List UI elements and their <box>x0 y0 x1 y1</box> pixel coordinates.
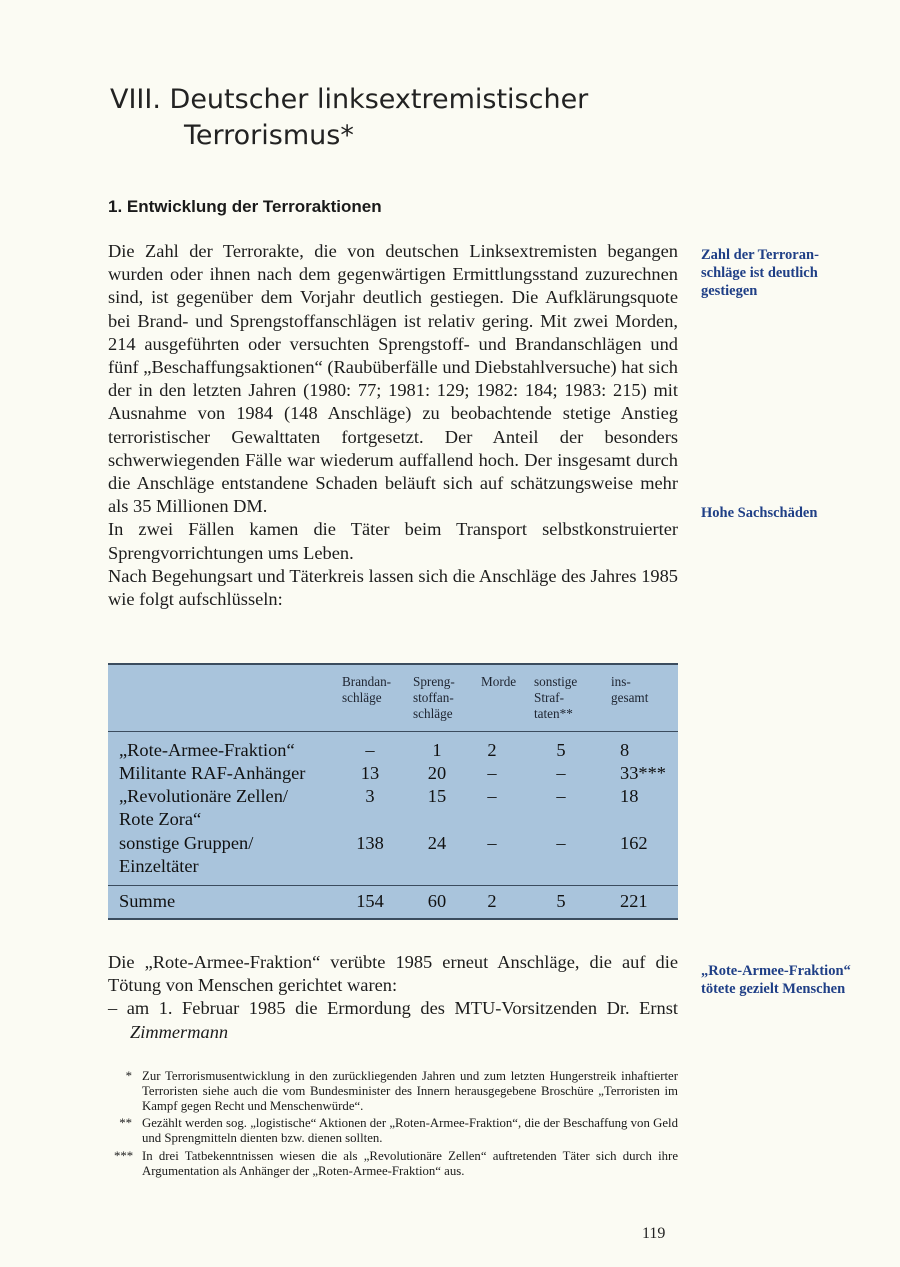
closing-paragraph: Die „Rote-Armee-Fraktion“ verübte 1985 erneut Anschläge, die auf die Tötung von Menschen gerichtet waren: <box>108 952 678 996</box>
footnote-2: ** Gezählt werden sog. „logistische“ Aktionen der „Roten-Armee-Fraktion“, die der Beschaffung von Geld und Sprengmitteln dienten bzw. dienen sollten. <box>119 1116 678 1146</box>
cell-raf-spreng: 1 <box>432 740 442 760</box>
cell-rz-sonstige: – <box>556 786 566 806</box>
cell-rz-morde: – <box>487 786 497 806</box>
cell-summe-gesamt: 221 <box>620 891 648 911</box>
header-brandanschlaege: Brandan- schläge <box>342 674 392 705</box>
cell-rz-brand: 3 <box>365 786 375 806</box>
table-bottom-rule <box>108 918 678 920</box>
closing-list-item: – am 1. Februar 1985 die Ermordung des MTU-Vorsitzenden Dr. Ernst Zimmermann <box>108 998 678 1042</box>
table-top-rule <box>108 663 678 665</box>
row-label-sonstige-gruppen: sonstige Gruppen/ Einzeltäter <box>119 833 254 876</box>
table-total-rule <box>108 885 678 886</box>
cell-sonstige-brand: 138 <box>356 833 384 853</box>
chapter-title <box>110 82 670 154</box>
row-label-summe: Summe <box>119 891 176 911</box>
cell-sonstige-spreng: 24 <box>427 833 447 853</box>
intro-text <box>108 240 678 611</box>
row-label-raf: „Rote-Armee-Fraktion“ <box>119 740 295 760</box>
chapter-title-line1: VIII. Deutscher linksextremistischer <box>110 84 589 115</box>
header-insgesamt: ins- gesamt <box>611 674 649 705</box>
row-label-revolutionaere-zellen: „Revolutionäre Zellen/ Rote Zora“ <box>119 786 289 829</box>
intro-paragraph-3: Nach Begehungsart und Täterkreis lassen sich die Anschläge des Jahres 1985 wie folgt aufschlüsseln: <box>108 565 678 610</box>
attacks-table <box>108 663 678 920</box>
cell-raf-sonstige: 5 <box>556 740 566 760</box>
margin-note-raf-killings: „Rote-Armee-Fraktion“ tötete gezielt Menschen <box>701 963 851 997</box>
footnote-1: * Zur Terrorismusentwicklung in den zurückliegenden Jahren und zum letzten Hungerstreik inhaftierter Terroristen siehe auch die vom Bundesminister des Innern herausgegebene Broschüre „Terroristen im Kampf gegen Recht und Menschenwürde“. <box>125 1069 678 1113</box>
table-header-rule <box>108 731 678 732</box>
margin-note-property-damage: Hohe Sachschäden <box>701 505 818 521</box>
cell-militante-morde: – <box>487 763 497 783</box>
cell-summe-spreng: 60 <box>427 891 447 911</box>
cell-militante-spreng: 20 <box>427 763 447 783</box>
cell-summe-sonstige: 5 <box>556 891 566 911</box>
cell-raf-gesamt: 8 <box>620 740 630 760</box>
header-sonstige-straftaten: sonstige Straf- taten** <box>534 674 578 721</box>
closing-text <box>108 951 678 1044</box>
person-name: Zimmermann <box>130 1021 229 1042</box>
intro-paragraph-1: Die Zahl der Terrorakte, die von deutschen Linksextremisten begangen wurden oder ihnen nach dem gegenwärtigen Ermittlungsstand zuzurechnen sind, ist gegenüber dem Vorjahr deutlich gestiegen. Die Aufklärungsquote bei Brand- und Sprengstoffanschlägen ist relativ gering. Mit zwei Morden, 214 ausgeführten oder versuchten Sprengstoff- und Brandanschlägen und fünf „Beschaffungsaktionen“ (Raubüberfälle und Diebstahlversuche) hat sich der in den letzten Jahren (1980: 77; 1981: 129; 1982: 184; 1983: 215) mit Ausnahme von 1984 (148 Anschläge) zu beobachtende stetige Anstieg terroristischer Gewalttaten fortgesetzt. Der Anteil der besonders schwerwiegenden Fälle war wiederum auffallend hoch. Der insgesamt durch die Anschläge entstandene Schaden beläuft sich auf schätzungsweise mehr als 35 Millionen DM. <box>108 241 678 517</box>
footnotes <box>114 1069 678 1182</box>
margin-note-attacks-increased: Zahl der Terroranschläge ist deutlich gestiegen <box>701 247 819 299</box>
cell-summe-brand: 154 <box>356 891 384 911</box>
cell-militante-brand: 13 <box>360 763 380 783</box>
chapter-title-line2: Terrorismus* <box>184 120 354 151</box>
row-label-militante: Militante RAF-Anhänger <box>119 763 306 783</box>
intro-paragraph-2: In zwei Fällen kamen die Täter beim Transport selbstkonstruierter Sprengvorrichtungen ums Leben. <box>108 519 678 563</box>
cell-rz-gesamt: 18 <box>620 786 639 806</box>
cell-raf-morde: 2 <box>487 740 497 760</box>
footnote-3: *** In drei Tatbekenntnissen wiesen die als „Revolutionäre Zellen“ auftretenden Täter sich durch ihre Argumentation als Anhänger der „Roten-Armee-Fraktion“ aus. <box>114 1148 678 1178</box>
cell-militante-sonstige: – <box>556 763 566 783</box>
cell-sonstige-sonstige: – <box>556 833 566 853</box>
header-morde: Morde <box>481 674 517 689</box>
cell-sonstige-morde: – <box>487 833 497 853</box>
cell-summe-morde: 2 <box>487 891 497 911</box>
header-sprengstoffanschlaege: Spreng- stoffan- schläge <box>413 674 455 721</box>
cell-rz-spreng: 15 <box>427 786 447 806</box>
section-heading: 1. Entwicklung der Terroraktionen <box>108 197 382 216</box>
cell-sonstige-gesamt: 162 <box>620 833 648 853</box>
cell-militante-gesamt: 33*** <box>620 763 666 783</box>
cell-raf-brand: – <box>365 740 375 760</box>
page-number: 119 <box>642 1225 666 1242</box>
